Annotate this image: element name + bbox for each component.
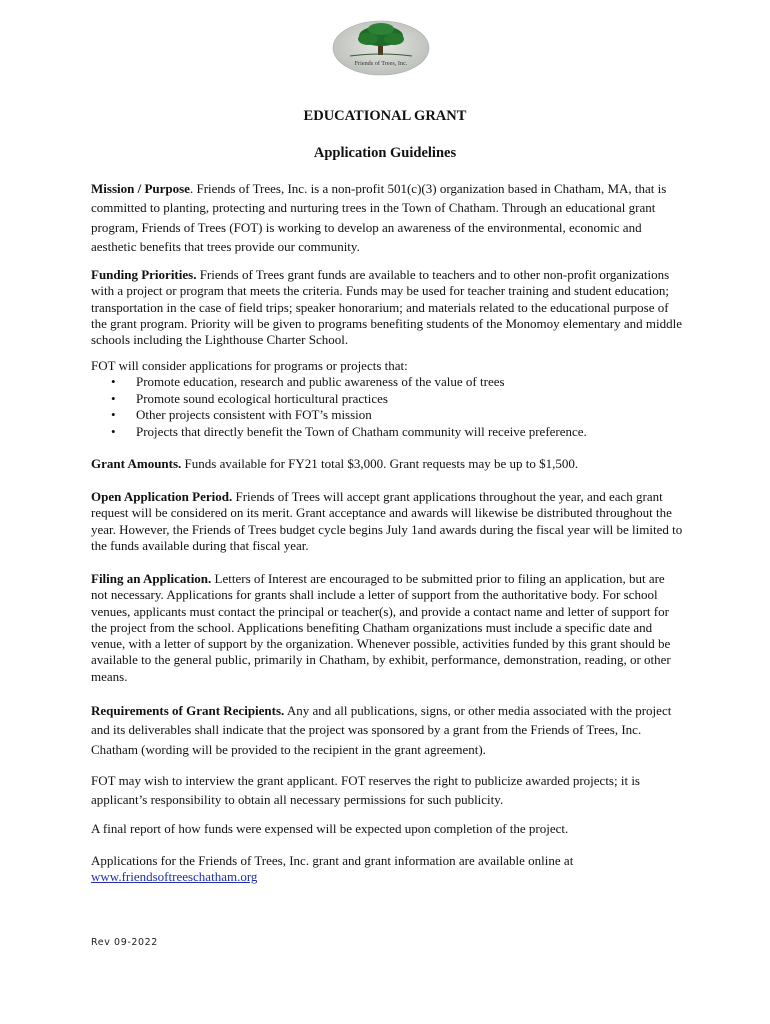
logo-text: Friends of Trees, Inc. — [354, 60, 408, 67]
friends-of-trees-logo — [332, 20, 430, 76]
bullet-icon: • — [111, 390, 116, 406]
list-item: • Promote education, research and public awareness of the value of trees — [111, 374, 505, 389]
filing-paragraph — [91, 571, 683, 685]
amounts-body: Funds available for FY21 total $3,000. Grant requests may be up to $1,500. — [181, 456, 579, 471]
applications-body: Applications for the Friends of Trees, Inc. grant and grant information are available online at — [91, 853, 574, 868]
revision-footer: Rev 09-2022 — [91, 937, 158, 948]
mission-heading: Mission / Purpose — [91, 181, 190, 196]
list-item: • Projects that directly benefit the Town of Chatham community will receive preference. — [111, 423, 587, 439]
mission-paragraph — [91, 179, 683, 256]
bullet-icon: • — [111, 407, 116, 422]
open-period-heading: Open Application Period. — [91, 489, 233, 504]
open-period-body: Friends of Trees will accept grant applications throughout the year, and each grant request will be considered on its merit. Grant acceptance and awards will likewise be distributed throughout the year. However, the Friends of Trees budget cycle begins July 1and awards during the fiscal year will be limited to the funds available during that fiscal year. — [91, 489, 683, 553]
document-title: EDUCATIONAL GRANT — [303, 108, 467, 124]
interview-paragraph: FOT may wish to interview the grant applicant. FOT reserves the right to publicize awarded projects; it is applicant’s responsibility to obtain all necessary permissions for such publicity. — [91, 773, 640, 808]
list-item: • Other projects consistent with FOT’s mission — [111, 407, 372, 422]
amounts-paragraph — [91, 456, 683, 472]
consider-intro: FOT will consider applications for programs or projects that: — [91, 358, 408, 373]
funding-body: Friends of Trees grant funds are available to teachers and to other non-profit organizations with a project or program that meets the criteria. Funds may be used for teacher training and student education; transportation in the case of field trips; speaker honorarium; and materials related to the educational purpose of the grant program. Priority will be given to programs benefiting students of the Monomoy elementary and middle schools including the Lighthouse Charter School. — [91, 267, 683, 348]
final-report-paragraph: A final report of how funds were expensed will be expected upon completion of the project. — [91, 821, 569, 836]
mission-body: . Friends of Trees, Inc. is a non-profit 501(c)(3) organization based in Chatham, MA, that is committed to planting, protecting and nurturing trees in the Town of Chatham. Through an educational grant program, Friends of Trees (FOT) is working to develop an awareness of the environmental, economic and aesthetic benefits that trees provide our community. — [91, 181, 667, 254]
amounts-heading: Grant Amounts. — [91, 456, 182, 471]
funding-paragraph — [91, 267, 683, 348]
filing-heading: Filing an Application. — [91, 571, 212, 586]
list-item: • Promote sound ecological horticultural practices — [111, 390, 388, 406]
bullet-icon: • — [111, 374, 116, 389]
open-period-paragraph — [91, 489, 683, 554]
requirements-heading: Requirements of Grant Recipients. — [91, 703, 285, 718]
document-subtitle: Application Guidelines — [313, 145, 457, 161]
requirements-paragraph — [91, 701, 683, 759]
requirements-body: Any and all publications, signs, or other media associated with the project and its deliverables shall indicate that the project was sponsored by a grant from the Friends of Trees, Inc. Chatham (wording will be provided to the recipient in the grant agreement). — [91, 703, 672, 757]
website-link[interactable]: www.friendsoftreeschatham.org — [91, 869, 258, 885]
bullet-icon: • — [111, 423, 116, 439]
filing-body: Letters of Interest are encouraged to be submitted prior to filing an application, but are not necessary. Applications for grants shall include a letter of support from the authoritative body. For school venues, applicants must contact the principal or teacher(s), and provide a contact name and letter of support for the project from the school. Applications benefiting Chatham organizations must include a specific date and venue, with a letter of support by the organization. Whenever possible, activities funded by this grant should be available to the general public, primarily in Chatham, by exhibit, performance, demonstration, reading, or other means. — [91, 571, 671, 684]
funding-heading: Funding Priorities. — [91, 267, 197, 282]
applications-paragraph — [91, 853, 683, 886]
criteria-list — [91, 374, 683, 440]
